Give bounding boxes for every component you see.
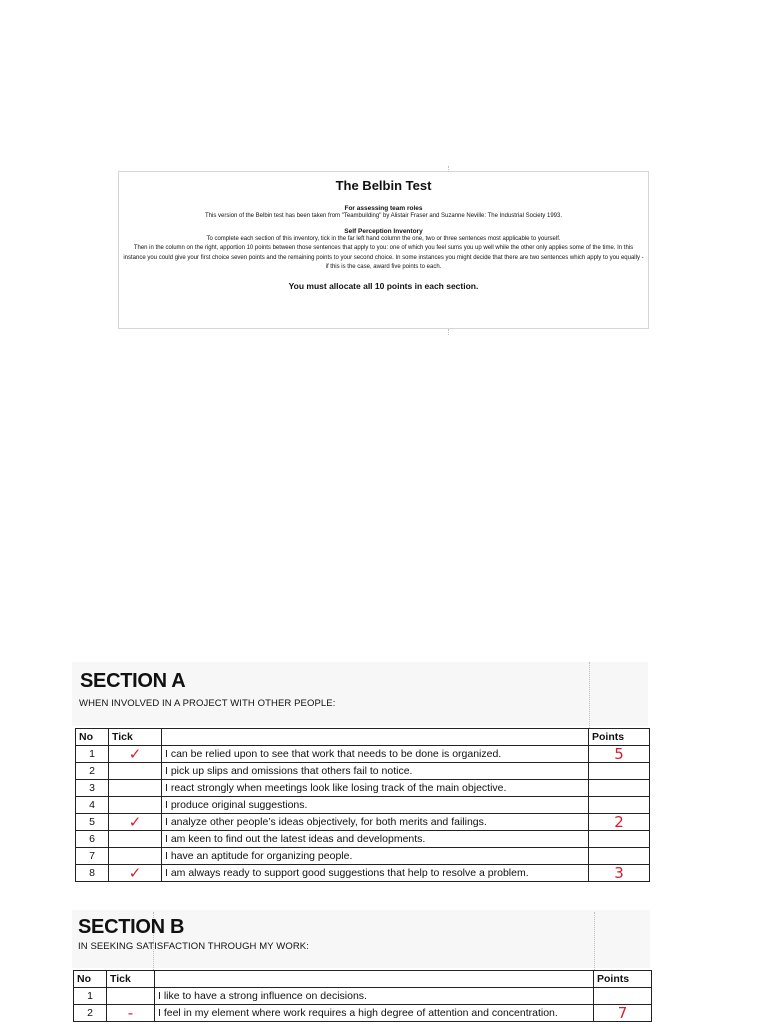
points-value[interactable]: 3 xyxy=(589,865,650,882)
points-value[interactable] xyxy=(589,780,650,797)
statement: I react strongly when meetings look like losing track of the main objective. xyxy=(162,780,589,797)
tick-mark[interactable]: ✓ xyxy=(109,746,162,763)
divider xyxy=(448,166,449,172)
header-tick: Tick xyxy=(109,729,162,746)
header-no: No xyxy=(74,971,107,988)
points-value[interactable] xyxy=(589,763,650,780)
table-row xyxy=(76,848,650,865)
header-statement xyxy=(155,971,594,988)
instructions-1: To complete each section of this inventory, tick in the far left hand column the one, two or three sentences most applicable to yourself. xyxy=(206,235,561,242)
statement: I like to have a strong influence on decisions. xyxy=(155,988,594,1005)
tick-mark[interactable]: - xyxy=(107,1005,155,1022)
points-value[interactable] xyxy=(594,988,652,1005)
row-number: 5 xyxy=(76,814,109,831)
row-number: 1 xyxy=(74,988,107,1005)
intro-box xyxy=(118,171,649,329)
table-row xyxy=(76,814,650,831)
statement: I can be relied upon to see that work that needs to be done is organized. xyxy=(162,746,589,763)
section-a-subtitle: WHEN INVOLVED IN A PROJECT WITH OTHER PEOPLE: xyxy=(79,698,336,709)
header-no: No xyxy=(76,729,109,746)
tick-mark[interactable]: ✓ xyxy=(109,865,162,882)
inventory-heading: Self Perception Inventory xyxy=(344,227,423,235)
statement: I feel in my element where work requires a high degree of attention and concentration. xyxy=(155,1005,594,1022)
statement: I have an aptitude for organizing people. xyxy=(162,848,589,865)
table-row xyxy=(74,1005,652,1022)
section-b-subtitle: IN SEEKING SATISFACTION THROUGH MY WORK: xyxy=(78,941,309,952)
points-value[interactable] xyxy=(589,831,650,848)
table-header-row xyxy=(76,729,650,746)
table-row xyxy=(76,780,650,797)
points-value[interactable]: 7 xyxy=(594,1005,652,1022)
source-line: This version of the Belbin test has been taken from "Teambuilding" by Alistair Fraser and Suzanne Neville: The Industrial Society 1993. xyxy=(204,213,562,219)
statement: I produce original suggestions. xyxy=(162,797,589,814)
tick-mark[interactable] xyxy=(109,763,162,780)
statement: I analyze other people’s ideas objectively, for both merits and failings. xyxy=(162,814,589,831)
divider xyxy=(589,662,590,728)
header-points: Points xyxy=(589,729,650,746)
statement: I pick up slips and omissions that others fail to notice. xyxy=(162,763,589,780)
allocate-note: You must allocate all 10 points in each section. xyxy=(288,280,479,291)
tick-mark[interactable] xyxy=(107,988,155,1005)
statement: I am keen to find out the latest ideas and developments. xyxy=(162,831,589,848)
row-number: 6 xyxy=(76,831,109,848)
statement: I am always ready to support good suggestions that help to resolve a problem. xyxy=(162,865,589,882)
row-number: 2 xyxy=(74,1005,107,1022)
tick-mark[interactable] xyxy=(109,780,162,797)
intro-subtitle: For assessing team roles xyxy=(344,205,423,212)
section-a-title: SECTION A xyxy=(80,670,186,692)
table-row xyxy=(74,988,652,1005)
table-row xyxy=(76,865,650,882)
section-b-table xyxy=(73,970,652,1022)
table-row xyxy=(76,831,650,848)
section-a-table xyxy=(75,728,650,882)
table-row xyxy=(76,763,650,780)
row-number: 7 xyxy=(76,848,109,865)
tick-mark[interactable] xyxy=(109,831,162,848)
points-value[interactable]: 5 xyxy=(589,746,650,763)
tick-mark[interactable] xyxy=(109,797,162,814)
points-value[interactable]: 2 xyxy=(589,814,650,831)
row-number: 1 xyxy=(76,746,109,763)
tick-mark[interactable]: ✓ xyxy=(109,814,162,831)
divider xyxy=(594,912,595,970)
instructions-2: Then in the column on the right, apportion 10 points between those sentences that apply to you: one of which you feel sums you up well while the other only applies some of the time. In this instance you could give your first choice seven points and the remaining points to your second choice. In some instances you might decide that there are two sentences which apply to you equally - if this is the case, award five points to each. xyxy=(123,245,644,270)
table-header-row xyxy=(74,971,652,988)
document-title: The Belbin Test xyxy=(335,178,432,193)
row-number: 8 xyxy=(76,865,109,882)
header-tick: Tick xyxy=(107,971,155,988)
points-value[interactable] xyxy=(589,848,650,865)
table-row xyxy=(76,746,650,763)
tick-mark[interactable] xyxy=(109,848,162,865)
points-value[interactable] xyxy=(589,797,650,814)
divider xyxy=(448,329,449,335)
section-b-title: SECTION B xyxy=(78,916,185,938)
header-points: Points xyxy=(594,971,652,988)
table-row xyxy=(76,797,650,814)
row-number: 2 xyxy=(76,763,109,780)
header-statement xyxy=(162,729,589,746)
row-number: 4 xyxy=(76,797,109,814)
row-number: 3 xyxy=(76,780,109,797)
